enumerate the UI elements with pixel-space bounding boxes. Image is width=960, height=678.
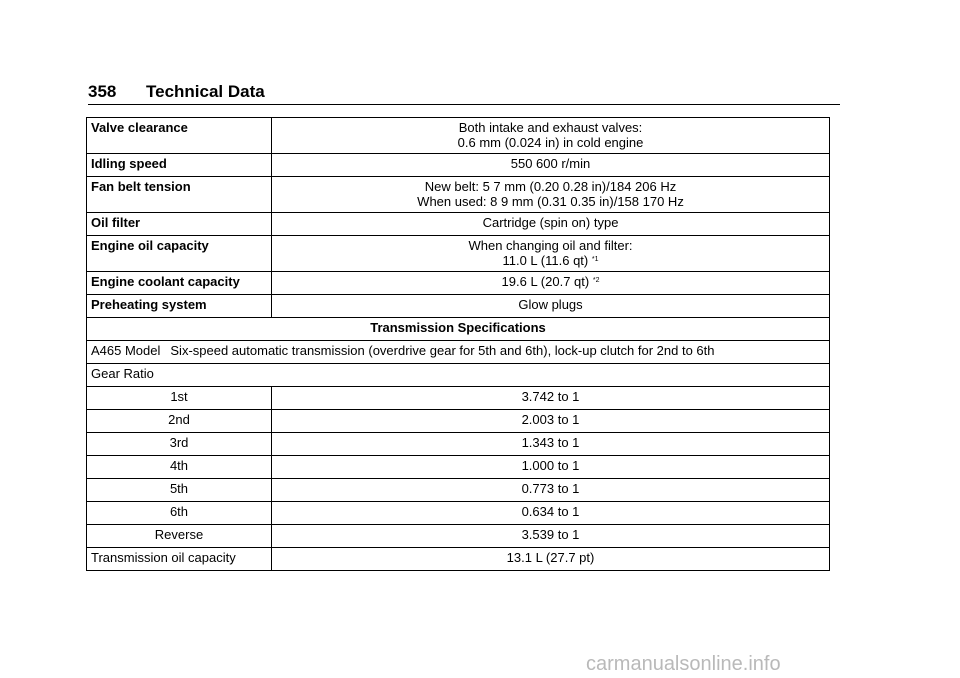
gear-ratio-value: 1.000 to 1 (272, 456, 830, 479)
spec-value-line: New belt: 5 7 mm (0.20 0.28 in)/184 206 Hz (424, 179, 677, 194)
spec-label: Engine coolant capacity (87, 272, 272, 295)
spec-label: Valve clearance (87, 118, 272, 154)
spec-value (272, 154, 830, 177)
spec-value (272, 118, 830, 154)
spec-value (272, 272, 830, 295)
transmission-oil-capacity-value: 13.1 L (27.7 pt) (272, 548, 830, 571)
gear-ratio-row (87, 410, 830, 433)
gear-ratio-row (87, 433, 830, 456)
spec-row-preheating-system (87, 295, 830, 318)
model-label: A465 Model (91, 343, 161, 358)
gear-ratio-value: 0.634 to 1 (272, 502, 830, 525)
gear-ratio-value: 3.742 to 1 (272, 387, 830, 410)
section-title: Technical Data (146, 82, 265, 101)
spec-value-line: When used: 8 9 mm (0.31 0.35 in)/158 170 Hz (417, 194, 684, 209)
gear-name: 6th (87, 502, 272, 525)
gear-name: 5th (87, 479, 272, 502)
spec-value-line: When changing oil and filter: (468, 238, 633, 253)
spec-value (272, 177, 830, 213)
spec-value-text: 11.0 L (11.6 qt) (502, 253, 589, 268)
spec-row-idling-speed (87, 154, 830, 177)
spec-row-fan-belt-tension (87, 177, 830, 213)
spec-value-line: 0.6 mm (0.024 in) in cold engine (457, 135, 644, 150)
gear-ratio-value: 0.773 to 1 (272, 479, 830, 502)
spec-value-line (276, 253, 825, 268)
spec-value (272, 295, 830, 318)
transmission-heading: Transmission Specifications (87, 318, 830, 341)
gear-ratio-row (87, 502, 830, 525)
spec-label: Fan belt tension (87, 177, 272, 213)
spec-value-text: 19.6 L (20.7 qt) (501, 274, 590, 289)
transmission-model-row (87, 341, 830, 364)
transmission-heading-row (87, 318, 830, 341)
spec-value (272, 236, 830, 272)
gear-ratio-row (87, 479, 830, 502)
spec-value-line: Glow plugs (518, 297, 583, 312)
spec-row-engine-coolant-capacity (87, 272, 830, 295)
page-number: 358 (88, 82, 117, 101)
spec-value-line: Cartridge (spin on) type (482, 215, 619, 230)
spec-value-line (276, 274, 825, 289)
gear-ratio-value: 1.343 to 1 (272, 433, 830, 456)
gear-name: 4th (87, 456, 272, 479)
spec-value-line: 550 600 r/min (510, 156, 591, 171)
footnote-marker: *2 (592, 277, 600, 284)
model-description: Six-speed automatic transmission (overdrive gear for 5th and 6th), lock-up clutch for 2nd to 6th (170, 343, 715, 358)
gear-ratio-label: Gear Ratio (87, 364, 830, 387)
spec-row-oil-filter (87, 213, 830, 236)
watermark: carmanualsonline.info (586, 653, 781, 675)
spec-label: Engine oil capacity (87, 236, 272, 272)
gear-ratio-heading-row (87, 364, 830, 387)
gear-ratio-row (87, 456, 830, 479)
gear-ratio-value: 3.539 to 1 (272, 525, 830, 548)
spec-label: Idling speed (87, 154, 272, 177)
transmission-oil-capacity-label: Transmission oil capacity (87, 548, 272, 571)
transmission-oil-capacity-row (87, 548, 830, 571)
spec-value-line: Both intake and exhaust valves: (458, 120, 643, 135)
gear-ratio-row (87, 525, 830, 548)
transmission-model (87, 341, 830, 364)
footnote-marker: *1 (591, 256, 599, 263)
spec-value (272, 213, 830, 236)
header-rule (88, 104, 840, 105)
gear-ratio-value: 2.003 to 1 (272, 410, 830, 433)
gear-name: 2nd (87, 410, 272, 433)
spec-table (86, 117, 830, 571)
spec-row-engine-oil-capacity (87, 236, 830, 272)
spec-row-valve-clearance (87, 118, 830, 154)
spec-label: Preheating system (87, 295, 272, 318)
spec-label: Oil filter (87, 213, 272, 236)
gear-ratio-row (87, 387, 830, 410)
gear-name: 1st (87, 387, 272, 410)
page-header (88, 82, 840, 106)
gear-name: Reverse (87, 525, 272, 548)
gear-name: 3rd (87, 433, 272, 456)
